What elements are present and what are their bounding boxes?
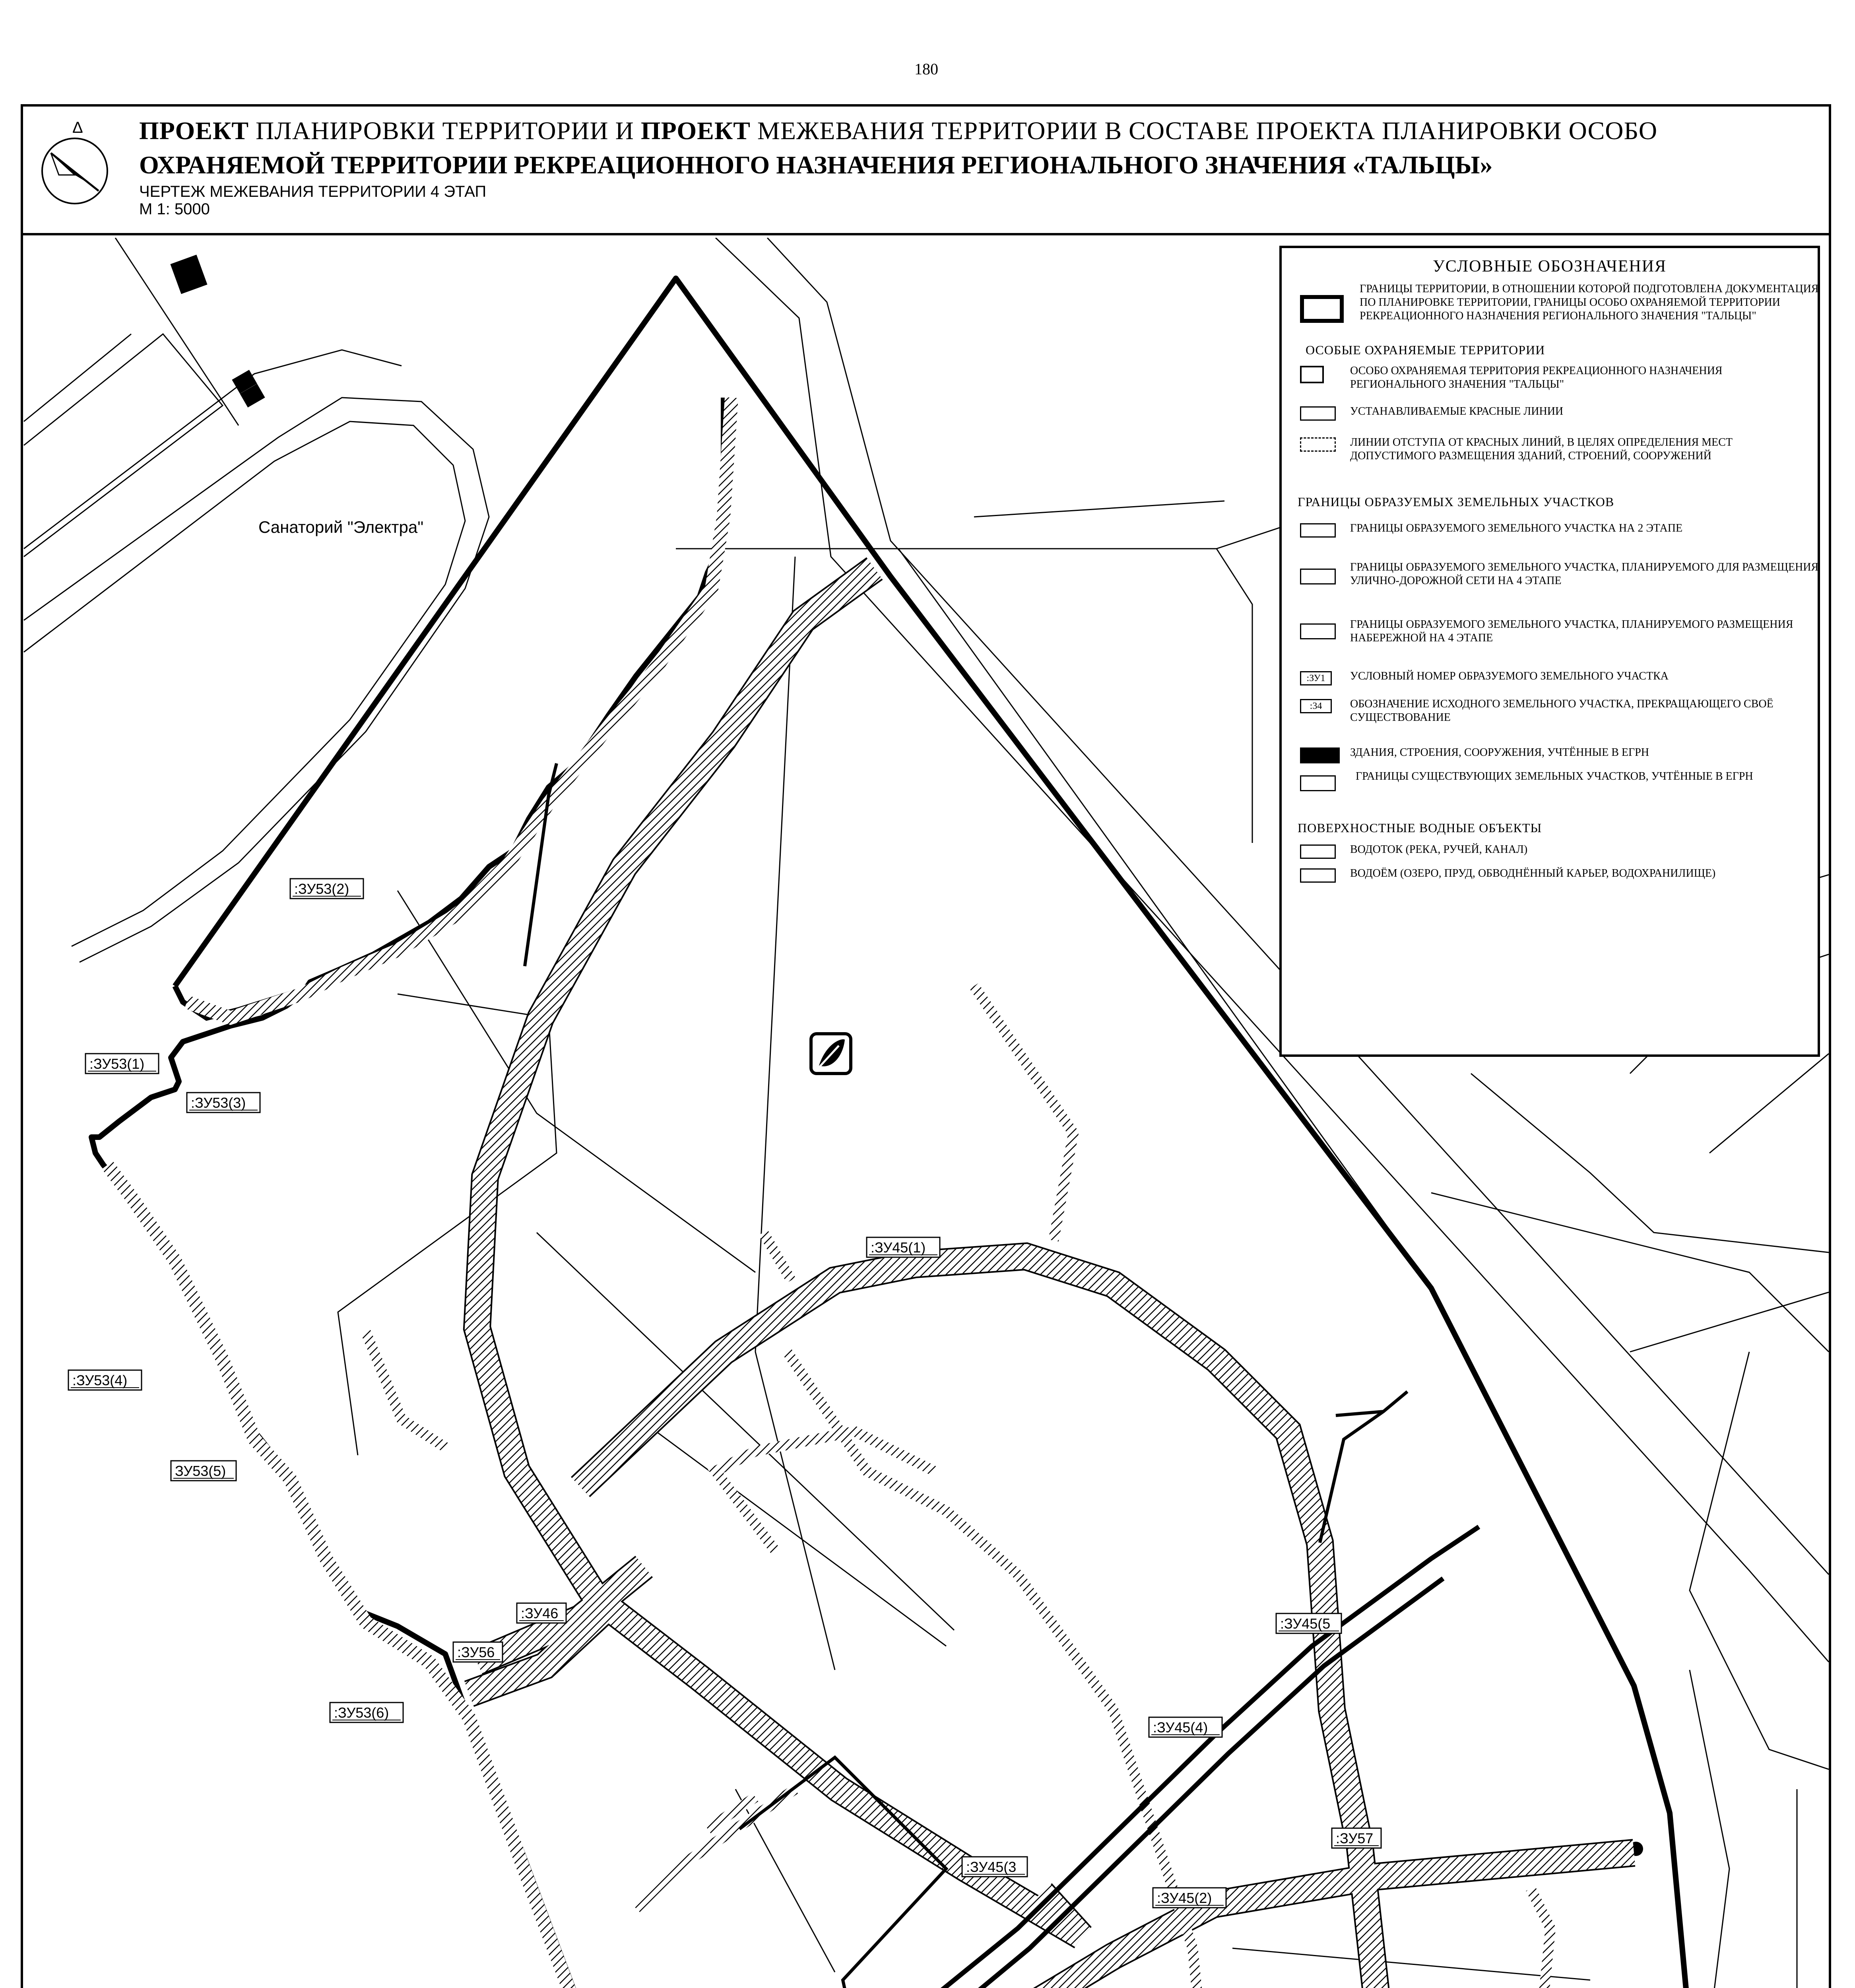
parcel-label-text: :ЗУ53(1) xyxy=(89,1056,145,1072)
parcel-label xyxy=(171,1461,236,1481)
road-parcel-icon xyxy=(1300,569,1336,584)
parcel-label xyxy=(453,1642,503,1662)
legend-text-zu: УСЛОВНЫЙ НОМЕР ОБРАЗУЕМОГО ЗЕМЕЛЬНОГО УЧАСТКА xyxy=(1350,670,1669,682)
oopt-leaf-icon xyxy=(811,1034,851,1074)
parcel-label xyxy=(85,1054,159,1074)
parcel-label-text: :ЗУ53(4) xyxy=(72,1372,128,1388)
parcel-label xyxy=(1276,1613,1341,1633)
parcel-label xyxy=(68,1370,142,1390)
parcel-label xyxy=(1332,1828,1381,1848)
title-reg-b: МЕЖЕВАНИЯ ТЕРРИТОРИИ В СОСТАВЕ ПРОЕКТА ПЛАНИРОВКИ ОСОБО xyxy=(750,116,1658,145)
building-icon xyxy=(1300,747,1340,763)
existing-parcel-icon xyxy=(1300,775,1336,791)
parcel-label-text: :ЗУ53(6) xyxy=(334,1705,389,1721)
red-line-icon xyxy=(1300,406,1336,421)
parcel-label xyxy=(290,879,363,899)
parcel-label xyxy=(962,1857,1027,1877)
legend-text-buildings: ЗДАНИЯ, СТРОЕНИЯ, СООРУЖЕНИЯ, УЧТЁННЫЕ В ЕГРН xyxy=(1350,746,1649,759)
legend-text-existing: ГРАНИЦЫ СУЩЕСТВУЮЩИХ ЗЕМЕЛЬНЫХ УЧАСТКОВ, УЧТЁННЫЕ В ЕГРН xyxy=(1356,770,1753,782)
parcel-label-text: :ЗУ56 xyxy=(457,1644,495,1660)
legend-text-territory: ГРАНИЦЫ ТЕРРИТОРИИ, В ОТНОШЕНИИ КОТОРОЙ ПОДГОТОВЛЕНА ДОКУМЕНТАЦИЯ ПО ПЛАНИРОВКЕ ТЕРРИТОРИИ, ГРАНИЦЫ ОСОБО ОХРАНЯЕМОЙ ТЕРРИТОРИИ РЕКРЕАЦИОННОГО НАЗНАЧЕНИЯ РЕГИОНАЛЬНОГО ЗНАЧЕНИЯ "ТАЛЬЦЫ" xyxy=(1360,283,1819,322)
parcel-label xyxy=(1153,1888,1226,1908)
page-number: 180 xyxy=(914,60,938,78)
legend-text-waterbody: ВОДОЁМ (ОЗЕРО, ПРУД, ОБВОДНЁННЫЙ КАРЬЕР, ВОДОХРАНИЛИЩЕ) xyxy=(1350,867,1716,879)
legend-text-oopt: ОСОБО ОХРАНЯЕМАЯ ТЕРРИТОРИЯ РЕКРЕАЦИОННОГО НАЗНАЧЕНИЯ РЕГИОНАЛЬНОГО ЗНАЧЕНИЯ "ТАЛЬЦЫ" xyxy=(1350,365,1723,390)
parcel-label-text: :ЗУ45(1) xyxy=(871,1239,926,1256)
legend-section-parcels: ГРАНИЦЫ ОБРАЗУЕМЫХ ЗЕМЕЛЬНЫХ УЧАСТКОВ xyxy=(1298,495,1614,509)
waterbody-icon xyxy=(1300,868,1336,883)
legend-section-oopt: ОСОБЫЕ ОХРАНЯЕМЫЕ ТЕРРИТОРИИ xyxy=(1306,343,1545,357)
legend-text-setback: ЛИНИИ ОТСТУПА ОТ КРАСНЫХ ЛИНИЙ, В ЦЕЛЯХ ОПРЕДЕЛЕНИЯ МЕСТ ДОПУСТИМОГО РАЗМЕЩЕНИЯ ЗДАНИЙ, СТРОЕНИЙ, СООРУЖЕНИЙ xyxy=(1350,436,1733,462)
north-arrow-letter: Δ xyxy=(72,119,83,136)
legend-section-water: ПОВЕРХНОСТНЫЕ ВОДНЫЕ ОБЪЕКТЫ xyxy=(1298,821,1542,835)
drawing-scale: М 1: 5000 xyxy=(139,200,210,218)
legend-text-embankment: ГРАНИЦЫ ОБРАЗУЕМОГО ЗЕМЕЛЬНОГО УЧАСТКА, ПЛАНИРУЕМОГО РАЗМЕЩЕНИЯ НАБЕРЕЖНОЙ НА 4 ЭТАПЕ xyxy=(1350,618,1793,644)
parcel-label-text: :ЗУ46 xyxy=(521,1605,559,1621)
title-reg-a: ПЛАНИРОВКИ ТЕРРИТОРИИ И xyxy=(249,116,641,145)
hatch-icon xyxy=(1300,523,1336,538)
parcel-label-text: :ЗУ53(2) xyxy=(294,881,349,897)
red-lines-hatched xyxy=(366,986,1574,1988)
leaf-icon xyxy=(1300,366,1324,383)
parcel-label xyxy=(517,1603,566,1623)
legend-text-stage2: ГРАНИЦЫ ОБРАЗУЕМОГО ЗЕМЕЛЬНОГО УЧАСТКА НА 2 ЭТАПЕ xyxy=(1350,522,1683,534)
drawing-subtitle: ЧЕРТЕЖ МЕЖЕВАНИЯ ТЕРРИТОРИИ 4 ЭТАП xyxy=(139,183,487,200)
parcel-label-text: :ЗУ53(3) xyxy=(191,1095,246,1111)
legend-text-source: ОБОЗНАЧЕНИЕ ИСХОДНОГО ЗЕМЕЛЬНОГО УЧАСТКА, ПРЕКРАЩАЮЩЕГО СВОЁ СУЩЕСТВОВАНИЕ xyxy=(1350,698,1774,724)
legend-text-watercourse: ВОДОТОК (РЕКА, РУЧЕЙ, КАНАЛ) xyxy=(1350,843,1528,856)
legend-text-red-lines: УСТАНАВЛИВАЕМЫЕ КРАСНЫЕ ЛИНИИ xyxy=(1350,405,1564,417)
parcel-label xyxy=(1149,1717,1222,1737)
parcel-label-text: :ЗУ45(4) xyxy=(1153,1719,1208,1736)
legend-text-roads: ГРАНИЦЫ ОБРАЗУЕМОГО ЗЕМЕЛЬНОГО УЧАСТКА, ПЛАНИРУЕМОГО ДЛЯ РАЗМЕЩЕНИЯ УЛИЧНО-ДОРОЖНОЙ СЕТИ НА 4 ЭТАПЕ xyxy=(1350,561,1819,587)
place-label-sanatorium: Санаторий "Электра" xyxy=(258,518,424,536)
title-bold-a: ПРОЕКТ xyxy=(139,116,249,145)
title-bold-b: ПРОЕКТ xyxy=(640,116,751,145)
parcel-label xyxy=(330,1703,403,1722)
map-legend xyxy=(1279,246,1820,1057)
parcel-label-text: :ЗУ45(2) xyxy=(1157,1890,1212,1906)
zu-label-icon: :ЗУ1 xyxy=(1300,671,1332,685)
setback-line-icon xyxy=(1300,437,1336,452)
parcel-label-text: :ЗУ45(3 xyxy=(966,1859,1017,1875)
parcel-label xyxy=(187,1093,260,1112)
source-parcel-icon: :34 xyxy=(1300,699,1332,713)
title-line-2: ОХРАНЯЕМОЙ ТЕРРИТОРИИ РЕКРЕАЦИОННОГО НАЗНАЧЕНИЯ РЕГИОНАЛЬНОГО ЗНАЧЕНИЯ «ТАЛЬЦЫ» xyxy=(139,151,1493,179)
parcel-label-text: ЗУ53(5) xyxy=(175,1463,226,1479)
parcel-label xyxy=(867,1237,940,1257)
watercourse-icon xyxy=(1300,845,1336,859)
legend-sym-territory xyxy=(1300,295,1344,323)
embankment-parcel-icon xyxy=(1300,623,1336,639)
parcel-label-text: :ЗУ45(5 xyxy=(1280,1615,1331,1632)
legend-title: УСЛОВНЫЕ ОБОЗНАЧЕНИЯ xyxy=(1432,257,1667,276)
parcel-label-text: :ЗУ57 xyxy=(1336,1830,1374,1846)
